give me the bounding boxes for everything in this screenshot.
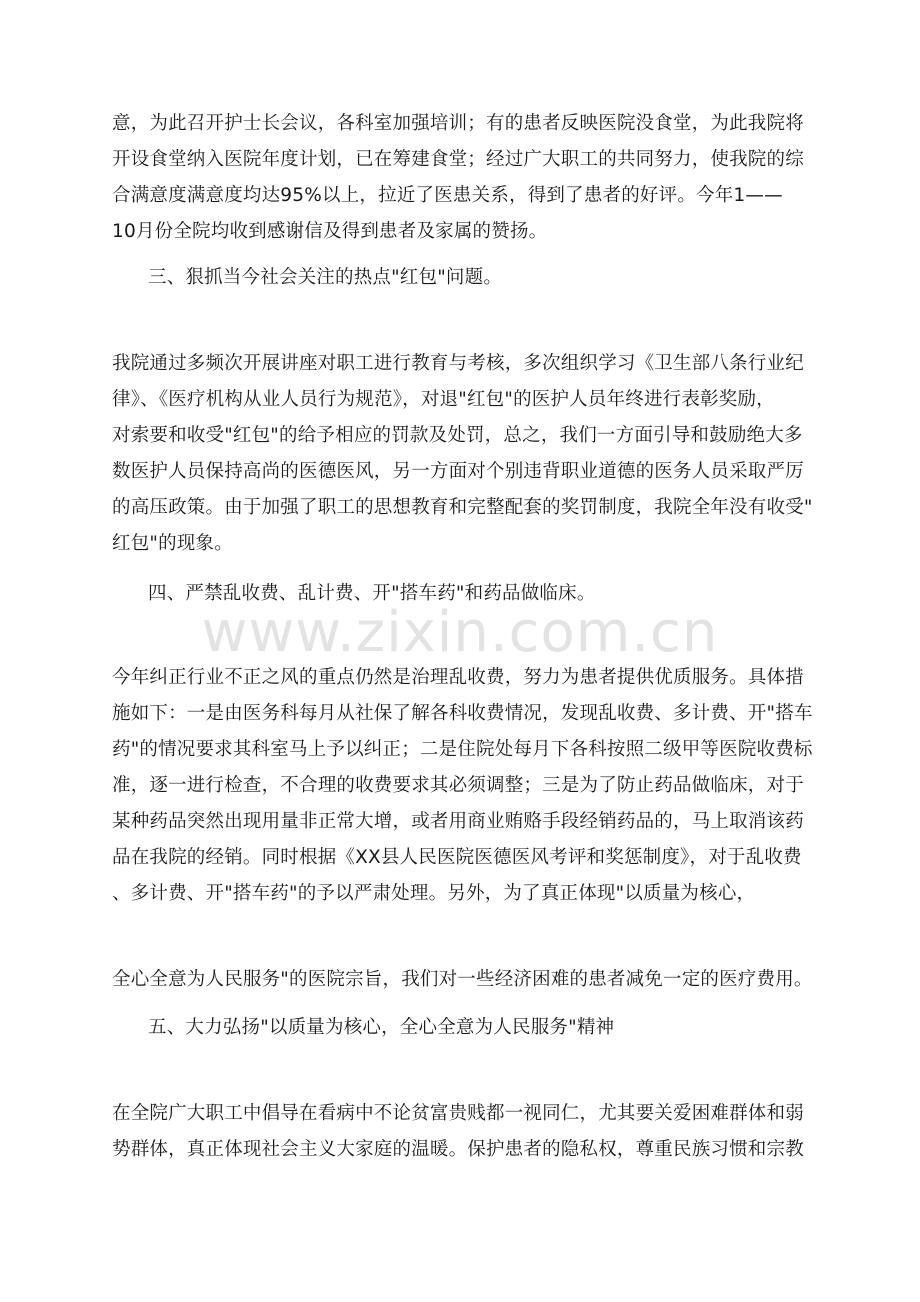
watermark: www.zixin.com.cn: [201, 600, 719, 665]
paragraph-line: 势群体，真正体现社会主义大家庭的温暖。保护患者的隐私权，尊重民族习惯和宗教: [112, 1139, 804, 1160]
paragraph-line: 准，逐一进行检查，不合理的收费要求其必须调整；三是为了防止药品做临床，对于: [112, 775, 804, 796]
paragraph-line: 律》、《医疗机构从业人员行为规范》，对退"红包"的医护人员年终进行表彰奖励，: [112, 389, 775, 410]
paragraph-line: 品在我院的经销。同时根据《XX县人民医院医德医风考评和奖惩制度》，对于乱收费: [112, 847, 802, 868]
paragraph-line: 施如下：一是由医务科每月从社保了解各科收费情况，发现乱收费、多计费、开"搭车: [112, 703, 813, 724]
paragraph-line: 药"的情况要求其科室马上予以纠正；二是住院处每月下各科按照二级甲等医院收费标: [112, 739, 813, 760]
paragraph-line: 数医护人员保持高尚的医德医风，另一方面对个别违背职业道德的医务人员采取严厉: [112, 461, 804, 482]
paragraph-line: 某种药品突然出现用量非正常大增，或者用商业贿赂手段经销药品的，马上取消该药: [112, 811, 804, 832]
paragraph-line: 意，为此召开护士长会议，各科室加强培训；有的患者反映医院没食堂，为此我院将: [112, 113, 804, 134]
paragraph-line: 10月份全院均收到感谢信及得到患者及家属的赞扬。: [112, 221, 548, 242]
paragraph-line: 对索要和收受"红包"的给予相应的罚款及处罚，总之，我们一方面引导和鼓励绝大多: [112, 425, 803, 446]
paragraph-line: 全心全意为人民服务"的医院宗旨，我们对一些经济困难的患者减免一定的医疗费用。: [112, 969, 813, 990]
section-heading-4: 四、严禁乱收费、乱计费、开"搭车药"和药品做临床。: [148, 583, 596, 604]
paragraph-line: 合满意度满意度均达95%以上，拉近了医患关系，得到了患者的好评。今年1——: [112, 185, 783, 206]
paragraph-line: 开设食堂纳入医院年度计划，已在筹建食堂；经过广大职工的共同努力，使我院的综: [112, 149, 804, 170]
paragraph-line: 今年纠正行业不正之风的重点仍然是治理乱收费，努力为患者提供优质服务。具体措: [112, 667, 804, 688]
paragraph-line: 我院通过多频次开展讲座对职工进行教育与考核，多次组织学习《卫生部八条行业纪: [112, 353, 804, 374]
section-heading-3: 三、狠抓当今社会关注的热点"红包"问题。: [148, 267, 503, 288]
paragraph-line: 、多计费、开"搭车药"的予以严肃处理。另外，为了真正体现"以质量为核心，: [112, 883, 756, 904]
paragraph-line: 的高压政策。由于加强了职工的思想教育和完整配套的奖罚制度，我院全年没有收受": [112, 497, 813, 518]
paragraph-line: 红包"的现象。: [112, 533, 233, 554]
paragraph-line: 在全院广大职工中倡导在看病中不论贫富贵贱都一视同仁，尤其要关爱困难群体和弱: [112, 1103, 804, 1124]
section-heading-5: 五、大力弘扬"以质量为核心，全心全意为人民服务"精神: [148, 1017, 615, 1038]
